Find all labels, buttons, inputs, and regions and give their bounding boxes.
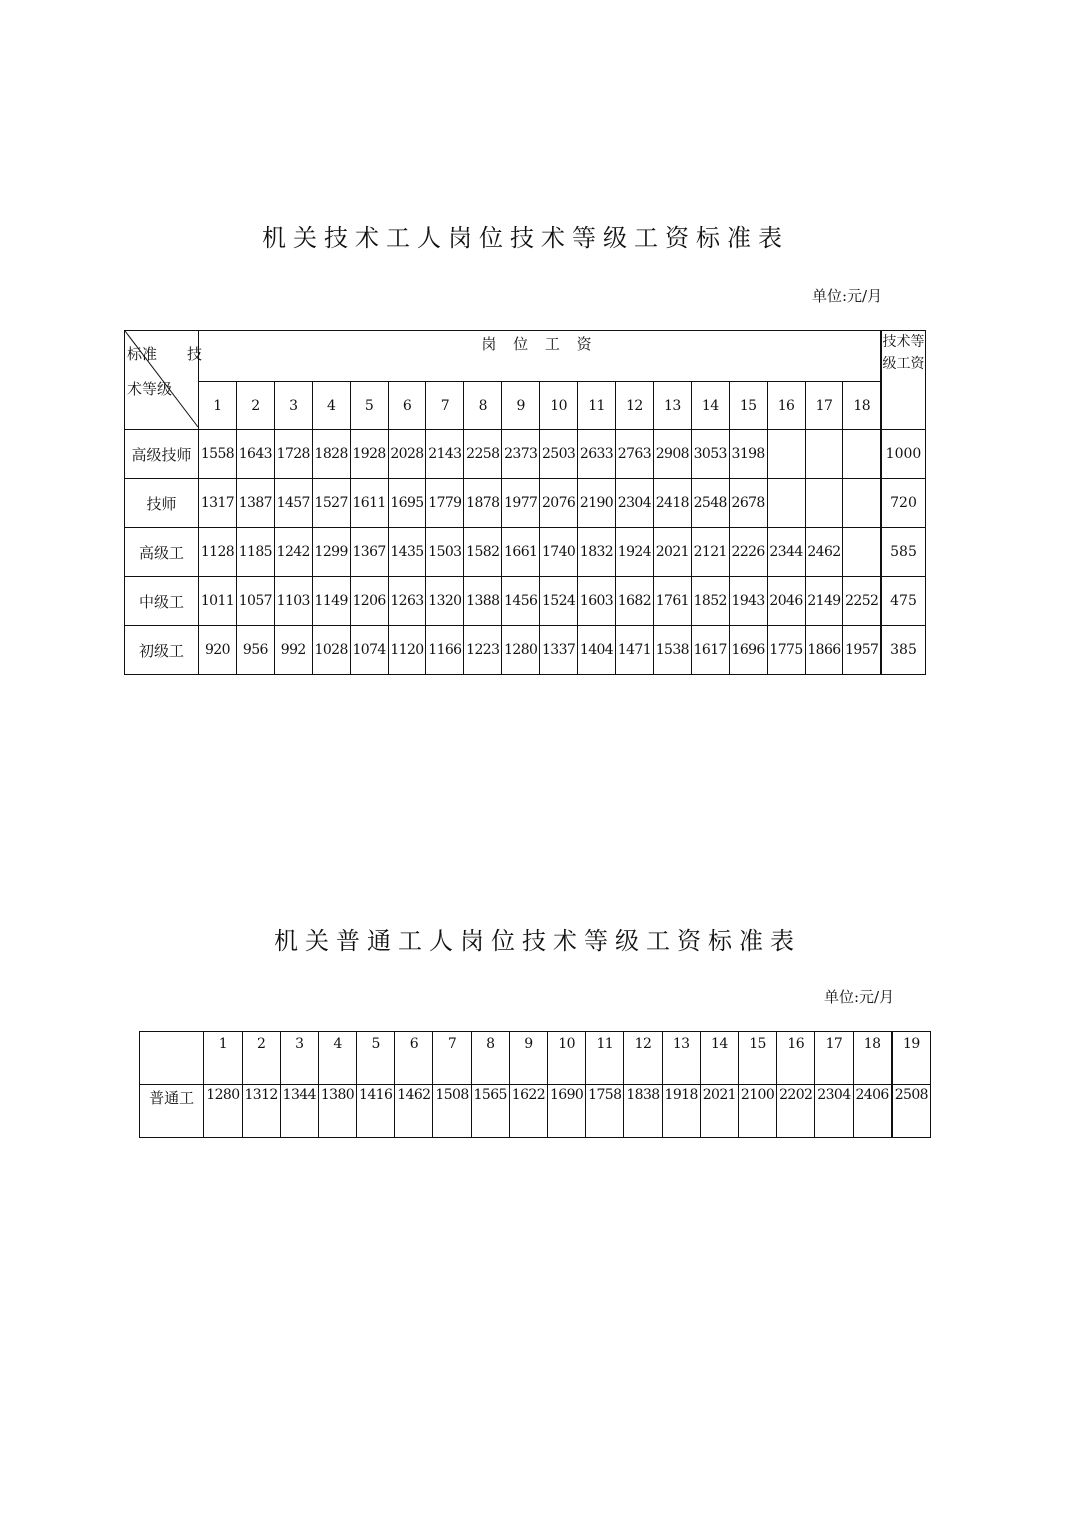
- wage-cell: 2304: [815, 1085, 853, 1138]
- wage-cell: 1527: [312, 479, 350, 528]
- wage-cell: 2633: [578, 430, 616, 479]
- tech-wage-cell: 385: [881, 626, 926, 675]
- grade-header-cell: 12: [624, 1032, 662, 1085]
- wage-cell: 1074: [350, 626, 388, 675]
- wage-cell: 1582: [464, 528, 502, 577]
- table-row: [125, 430, 926, 479]
- wage-cell: [843, 528, 881, 577]
- grade-header-cell: 11: [586, 1032, 624, 1085]
- wage-cell: 1603: [578, 577, 616, 626]
- grade-header-cell: 15: [738, 1032, 776, 1085]
- wage-cell: 1280: [502, 626, 540, 675]
- wage-cell: 2143: [426, 430, 464, 479]
- tech-wage-cell: 1000: [881, 430, 926, 479]
- wage-cell: 1918: [662, 1085, 700, 1138]
- wage-cell: 2021: [700, 1085, 738, 1138]
- wage-cell: [767, 430, 805, 479]
- wage-cell: 1416: [357, 1085, 395, 1138]
- grade-header-cell: 13: [653, 382, 691, 430]
- grade-header-cell: 17: [815, 1032, 853, 1085]
- tech-grade-wage-header: 技术等级工资: [881, 331, 926, 430]
- wage-cell: 1758: [586, 1085, 624, 1138]
- wage-cell: 1740: [540, 528, 578, 577]
- wage-cell: 1775: [767, 626, 805, 675]
- grade-header-cell: 10: [540, 382, 578, 430]
- grade-header-cell: 17: [805, 382, 843, 430]
- row-label: 高级工: [125, 528, 199, 577]
- grade-header-cell: 6: [388, 382, 426, 430]
- table2-empty-corner: [140, 1032, 204, 1085]
- wage-cell: 1128: [199, 528, 237, 577]
- grade-header-cell: 4: [312, 382, 350, 430]
- grade-header-cell: 19: [892, 1032, 931, 1085]
- wage-cell: 1299: [312, 528, 350, 577]
- wage-cell: 3053: [691, 430, 729, 479]
- wage-cell: 1696: [729, 626, 767, 675]
- table2-title: 机关普通工人岗位技术等级工资标准表: [274, 927, 801, 955]
- wage-cell: 1558: [199, 430, 237, 479]
- wage-cell: [767, 479, 805, 528]
- grade-header-cell: 2: [242, 1032, 280, 1085]
- corner-label-standard: 标准: [127, 345, 158, 363]
- wage-cell: 992: [274, 626, 312, 675]
- wage-cell: 2908: [653, 430, 691, 479]
- wage-cell: 1028: [312, 626, 350, 675]
- table1-header-row: [125, 331, 926, 382]
- grade-header-cell: 4: [318, 1032, 356, 1085]
- wage-cell: 1011: [199, 577, 237, 626]
- wage-cell: 1878: [464, 479, 502, 528]
- tech-wage-cell: 475: [881, 577, 926, 626]
- wage-cell: 1924: [615, 528, 653, 577]
- grade-header-cell: 6: [395, 1032, 433, 1085]
- wage-cell: 2373: [502, 430, 540, 479]
- grade-header-cell: 3: [274, 382, 312, 430]
- wage-cell: 1263: [388, 577, 426, 626]
- wage-cell: 1185: [236, 528, 274, 577]
- table1-title: 机关技术工人岗位技术等级工资标准表: [262, 224, 789, 252]
- grade-header-cell: 3: [280, 1032, 318, 1085]
- table1-corner-cell: [125, 331, 202, 430]
- wage-cell: 1057: [236, 577, 274, 626]
- wage-cell: 3198: [729, 430, 767, 479]
- wage-cell: 1779: [426, 479, 464, 528]
- wage-cell: 1695: [388, 479, 426, 528]
- wage-cell: 1280: [204, 1085, 242, 1138]
- wage-cell: 1457: [274, 479, 312, 528]
- grade-header-cell: 8: [471, 1032, 509, 1085]
- grade-header-cell: 11: [578, 382, 616, 430]
- wage-cell: 2021: [653, 528, 691, 577]
- wage-cell: 1312: [242, 1085, 280, 1138]
- wage-cell: 2548: [691, 479, 729, 528]
- wage-cell: 1611: [350, 479, 388, 528]
- grade-header-cell: 1: [199, 382, 237, 430]
- wage-cell: 1682: [615, 577, 653, 626]
- wage-cell: 1435: [388, 528, 426, 577]
- wage-cell: 1538: [653, 626, 691, 675]
- wage-cell: 2678: [729, 479, 767, 528]
- table2-grade-row: [140, 1032, 931, 1085]
- wage-cell: 2190: [578, 479, 616, 528]
- wage-cell: 1388: [464, 577, 502, 626]
- wage-cell: 2226: [729, 528, 767, 577]
- table1-unit-label: 单位:元/月: [812, 287, 883, 305]
- grade-header-cell: 16: [777, 1032, 815, 1085]
- wage-cell: 1977: [502, 479, 540, 528]
- table-row: [140, 1085, 931, 1138]
- wage-cell: 1508: [433, 1085, 471, 1138]
- wage-cell: 1565: [471, 1085, 509, 1138]
- grade-header-cell: 18: [843, 382, 881, 430]
- wage-cell: 1387: [236, 479, 274, 528]
- wage-cell: 1206: [350, 577, 388, 626]
- wage-cell: 956: [236, 626, 274, 675]
- wage-cell: 2304: [615, 479, 653, 528]
- grade-header-cell: 16: [767, 382, 805, 430]
- wage-cell: 1503: [426, 528, 464, 577]
- grade-header-cell: 8: [464, 382, 502, 430]
- wage-cell: 1832: [578, 528, 616, 577]
- corner-label-grade: 术等级: [127, 380, 173, 398]
- wage-cell: 1471: [615, 626, 653, 675]
- grade-header-cell: 12: [615, 382, 653, 430]
- grade-header-cell: 9: [502, 382, 540, 430]
- row-label: 中级工: [125, 577, 199, 626]
- wage-cell: 920: [199, 626, 237, 675]
- wage-cell: 2046: [767, 577, 805, 626]
- wage-cell: 1928: [350, 430, 388, 479]
- post-wage-group-header: 岗 位 工 资: [199, 331, 882, 382]
- wage-cell: 2462: [805, 528, 843, 577]
- wage-cell: 1242: [274, 528, 312, 577]
- wage-cell: 2418: [653, 479, 691, 528]
- row-label: 普通工: [140, 1085, 204, 1138]
- grade-header-cell: 7: [426, 382, 464, 430]
- wage-cell: 1838: [624, 1085, 662, 1138]
- wage-cell: 1380: [318, 1085, 356, 1138]
- wage-cell: 1320: [426, 577, 464, 626]
- wage-cell: 1690: [548, 1085, 586, 1138]
- wage-cell: 1761: [653, 577, 691, 626]
- tech-wage-cell: 585: [881, 528, 926, 577]
- wage-cell: 2252: [843, 577, 881, 626]
- wage-cell: 1166: [426, 626, 464, 675]
- grade-header-cell: 2: [236, 382, 274, 430]
- wage-cell: 2406: [853, 1085, 892, 1138]
- corner-label-tech: 技: [187, 345, 202, 363]
- wage-cell: 1344: [280, 1085, 318, 1138]
- wage-cell: [805, 479, 843, 528]
- table-row: [125, 528, 926, 577]
- wage-cell: 2258: [464, 430, 502, 479]
- grade-header-cell: 5: [357, 1032, 395, 1085]
- wage-cell: 1317: [199, 479, 237, 528]
- wage-cell: 1866: [805, 626, 843, 675]
- wage-cell: 1828: [312, 430, 350, 479]
- wage-cell: 1103: [274, 577, 312, 626]
- wage-cell: 1622: [509, 1085, 547, 1138]
- row-label: 高级技师: [125, 430, 199, 479]
- table-row: [125, 577, 926, 626]
- wage-cell: 1462: [395, 1085, 433, 1138]
- wage-cell: 1524: [540, 577, 578, 626]
- row-label: 初级工: [125, 626, 199, 675]
- grade-header-cell: 7: [433, 1032, 471, 1085]
- row-label: 技师: [125, 479, 199, 528]
- wage-cell: 1404: [578, 626, 616, 675]
- wage-cell: 2202: [777, 1085, 815, 1138]
- wage-cell: 1661: [502, 528, 540, 577]
- wage-cell: 2508: [892, 1085, 931, 1138]
- wage-cell: 2028: [388, 430, 426, 479]
- table-row: [125, 479, 926, 528]
- wage-cell: 1728: [274, 430, 312, 479]
- wage-cell: 1643: [236, 430, 274, 479]
- grade-header-cell: 5: [350, 382, 388, 430]
- wage-cell: 1223: [464, 626, 502, 675]
- tech-wage-cell: 720: [881, 479, 926, 528]
- table2-unit-label: 单位:元/月: [824, 988, 895, 1006]
- grade-header-cell: 14: [700, 1032, 738, 1085]
- wage-cell: 1337: [540, 626, 578, 675]
- wage-cell: 1149: [312, 577, 350, 626]
- wage-cell: 2076: [540, 479, 578, 528]
- wage-cell: 1957: [843, 626, 881, 675]
- wage-cell: 2100: [738, 1085, 776, 1138]
- wage-cell: 2763: [615, 430, 653, 479]
- wage-cell: 1456: [502, 577, 540, 626]
- grade-header-cell: 13: [662, 1032, 700, 1085]
- wage-cell: 2503: [540, 430, 578, 479]
- wage-cell: 2121: [691, 528, 729, 577]
- wage-cell: [843, 479, 881, 528]
- wage-cell: 1943: [729, 577, 767, 626]
- wage-cell: 1617: [691, 626, 729, 675]
- grade-header-cell: 15: [729, 382, 767, 430]
- wage-cell: 2344: [767, 528, 805, 577]
- wage-cell: 2149: [805, 577, 843, 626]
- grade-header-cell: 10: [548, 1032, 586, 1085]
- table-row: [125, 626, 926, 675]
- wage-cell: 1852: [691, 577, 729, 626]
- grade-header-cell: 18: [853, 1032, 892, 1085]
- general-worker-wage-table: [139, 1031, 931, 1138]
- wage-cell: [843, 430, 881, 479]
- wage-cell: [805, 430, 843, 479]
- grade-header-cell: 14: [691, 382, 729, 430]
- wage-cell: 1120: [388, 626, 426, 675]
- grade-header-cell: 1: [204, 1032, 242, 1085]
- grade-header-cell: 9: [509, 1032, 547, 1085]
- table1-grade-row: [125, 382, 926, 430]
- technical-worker-wage-table: [124, 330, 926, 675]
- wage-cell: 1367: [350, 528, 388, 577]
